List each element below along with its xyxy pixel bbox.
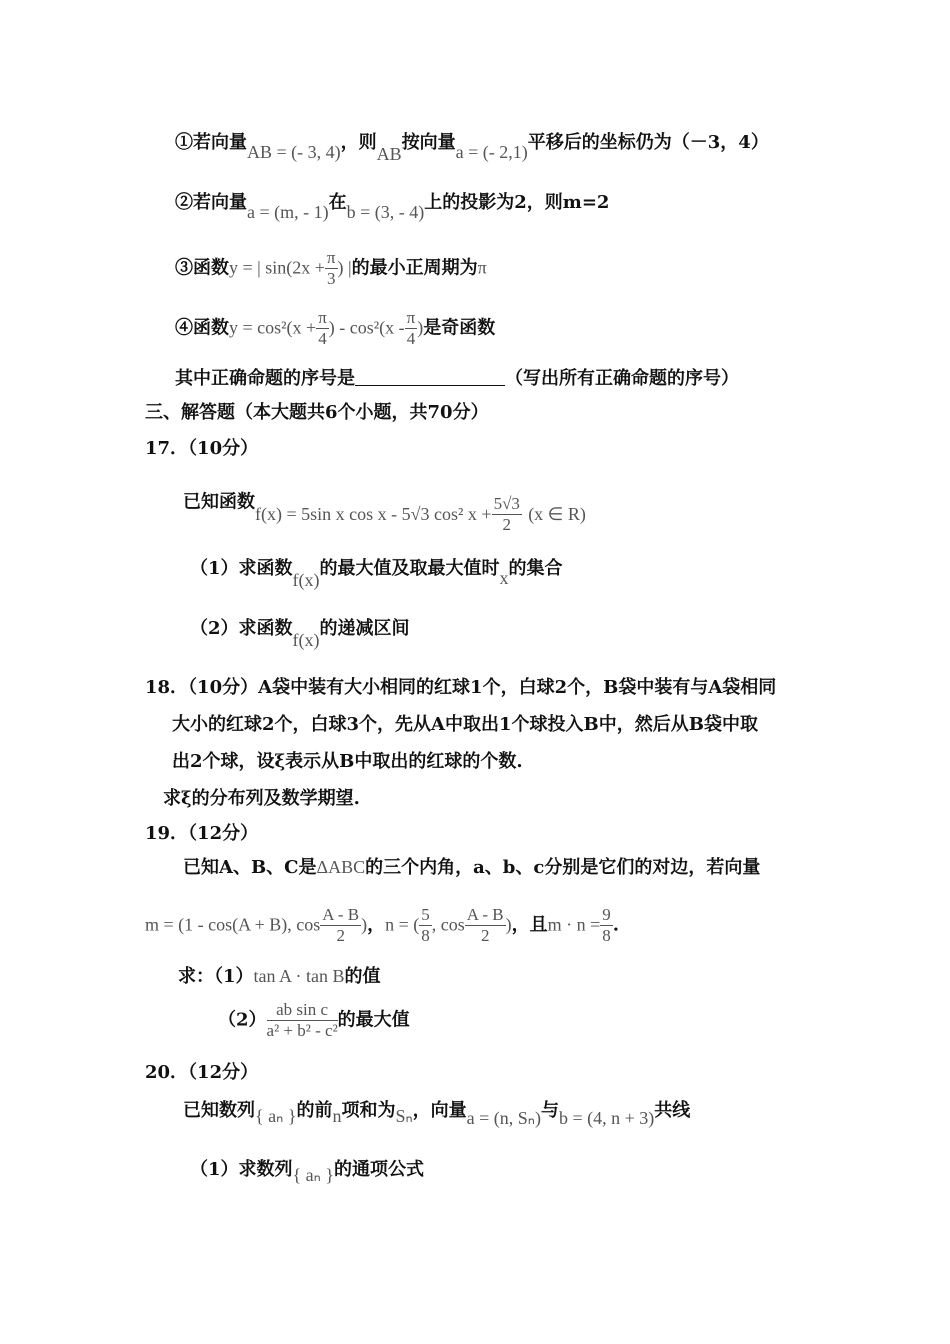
item-3-fraction-den: 3 [326, 269, 336, 288]
problem-20-part-1 [190, 1155, 424, 1185]
item-4 [175, 308, 495, 349]
problem-17-part-1-x: x [499, 568, 509, 588]
problem-19-fraction-n-2 [465, 905, 506, 946]
problem-19-intro-a: 已知A、B、C是 [183, 857, 317, 878]
problem-19-part-2 [218, 1000, 410, 1041]
problem-19-part-1-b: 的值 [344, 966, 381, 987]
problem-19-fraction-n-1-num: 5 [421, 905, 430, 924]
problem-17-fraction-num: 5√3 [493, 494, 520, 513]
problem-17-part-1-b: 的最大值及取最大值时 [319, 558, 500, 579]
problem-17-intro: 已知函数 [183, 491, 255, 513]
problem-19-dot-product: m · n = [547, 914, 601, 935]
problem-19-fraction-m-num: A - B [322, 905, 360, 924]
problem-20-n: n [332, 1106, 342, 1126]
problem-20-sn: Sₙ [395, 1106, 413, 1126]
problem-20-intro [183, 1096, 691, 1128]
problem-20-seq-brace: { aₙ } [255, 1106, 297, 1126]
problem-19-part-1-formula: tan A · tan B [253, 966, 345, 986]
item-2-vector-b: b = (3, - 4) [346, 202, 425, 222]
problem-18-line-4: 求ξ的分布列及数学期望. [163, 788, 360, 809]
item-4-fraction-2-num: π [406, 308, 416, 327]
problem-19-fraction-n-2-den: 2 [480, 926, 490, 945]
problem-19-vector-n-close: ) [505, 914, 512, 935]
problem-19-fraction-result-den: 8 [602, 926, 611, 945]
item-4-fraction-1-den: 4 [318, 329, 327, 348]
item-3-formula-a: y = | sin(2x + [229, 257, 325, 278]
item-1-text-a: ①若向量 [175, 132, 247, 153]
problem-17-fraction-den: 2 [502, 515, 511, 534]
problem-19-part-2-num: ab sin c [267, 1000, 338, 1021]
answer-prompt [175, 364, 739, 390]
problem-20-vector-a: a = (n, Sₙ) [466, 1108, 541, 1128]
item-3-fraction-num: π [326, 248, 336, 267]
problem-20-part-1-brace: { aₙ } [292, 1165, 334, 1185]
problem-17-function [183, 482, 586, 534]
problem-20-intro-f: 共线 [654, 1100, 691, 1121]
item-3-pi: π [477, 257, 487, 278]
item-4-fraction-2 [405, 308, 418, 349]
item-3-text-b: 的最小正周期为 [351, 257, 478, 279]
problem-19-vector-m-close: ) [361, 914, 368, 935]
problem-19-heading: 19．（12分） [145, 823, 259, 844]
item-1-text-d: 平移后的坐标仍为（－3，4） [527, 132, 769, 153]
problem-17-part-2-fx: f(x) [292, 630, 320, 650]
item-1-vector-a: a = (- 2,1) [455, 142, 528, 162]
item-4-fraction-1 [316, 308, 329, 349]
problem-20-intro-b: 的前 [296, 1100, 333, 1121]
problem-19-part-2-b: 的最大值 [337, 1009, 410, 1031]
item-1-ab: AB [376, 144, 402, 164]
problem-19-part-2-a: （2） [218, 1009, 267, 1031]
problem-19-triangle: ΔABC [316, 857, 366, 877]
answer-prompt-note: （写出所有正确命题的序号） [505, 368, 739, 389]
problem-19-fraction-result [600, 905, 613, 946]
problem-20-intro-e: 与 [540, 1100, 559, 1121]
problem-20-heading: 20．（12分） [145, 1062, 259, 1083]
item-3 [175, 248, 487, 289]
problem-19-fraction-n-2-num: A - B [466, 905, 504, 924]
problem-19-part-1-a: 求：（1） [178, 966, 254, 987]
item-3-text-a: ③函数 [175, 257, 229, 279]
item-1-vector-ab: AB = (- 3, 4) [247, 142, 341, 162]
problem-19-part-2-fraction [267, 1000, 338, 1041]
problem-18-line-1: 18．（10分）A袋中装有大小相同的红球1个，白球2个，B袋中装有与A袋相同 [145, 677, 777, 698]
problem-19-comma-1: ， [367, 914, 386, 936]
item-4-formula-c: ) [417, 317, 424, 338]
item-2 [175, 188, 610, 222]
section-heading: 三、解答题（本大题共6个小题，共70分） [145, 402, 489, 423]
problem-19-vector-n-cos: , cos [431, 914, 465, 935]
item-1 [175, 128, 769, 164]
problem-20-part-1-an: aₙ [305, 1165, 321, 1185]
problem-18-line-2: 大小的红球2个，白球3个，先从A中取出1个球投入B中，然后从B袋中取 [172, 714, 758, 735]
problem-19-intro-b: 的三个内角，a、b、c分别是它们的对边，若向量 [365, 857, 761, 878]
problem-19-vector-m: m = (1 - cos(A + B), cos [145, 914, 321, 935]
problem-20-intro-c: 项和为 [341, 1100, 396, 1121]
answer-prompt-text: 其中正确命题的序号是 [175, 368, 355, 389]
problem-18-line-3: 出2个球，设ξ表示从B中取出的红球的个数. [172, 751, 523, 772]
item-4-text-b: 是奇函数 [423, 317, 496, 339]
problem-20-part-1-a: （1）求数列 [190, 1159, 293, 1180]
problem-17-formula-a: f(x) = 5sin x cos x - 5√3 cos² x + [255, 503, 492, 524]
problem-17-part-1-fx: f(x) [292, 570, 320, 590]
item-2-text-b: 在 [328, 192, 347, 213]
item-2-text-c: 上的投影为2，则m=2 [424, 192, 610, 213]
problem-19-fraction-m-den: 2 [336, 926, 345, 945]
problem-20-seq-an: aₙ [268, 1106, 284, 1126]
item-1-text-c: 按向量 [401, 132, 456, 153]
problem-17-heading: 17．（10分） [145, 438, 259, 459]
problem-19-fraction-n-1-den: 8 [421, 926, 430, 945]
problem-19-period: . [612, 914, 620, 936]
problem-20-vector-b: b = (4, n + 3) [558, 1108, 655, 1128]
problem-19-fraction-n-1 [419, 905, 432, 946]
item-4-formula-b: ) - cos²(x - [328, 317, 405, 338]
problem-20-intro-a: 已知数列 [183, 1100, 255, 1121]
problem-19-fraction-result-num: 9 [602, 905, 611, 924]
problem-17-part-2 [190, 614, 410, 650]
problem-19-fraction-m [320, 905, 361, 946]
problem-19-intro [183, 853, 760, 879]
answer-blank[interactable] [355, 367, 505, 386]
item-4-fraction-1-num: π [318, 308, 327, 327]
problem-20-part-1-b: 的通项公式 [333, 1159, 424, 1180]
item-2-vector-a: a = (m, - 1) [247, 202, 329, 222]
problem-17-part-1-c: 的集合 [508, 558, 563, 579]
item-3-formula-b: ) | [337, 257, 352, 278]
problem-19-part-1 [178, 962, 381, 988]
item-4-fraction-2-den: 4 [406, 329, 416, 348]
problem-19-comma-2: ，且 [511, 914, 548, 936]
problem-19-vector-n: n = ( [385, 914, 420, 935]
problem-17-domain: (x ∈ R) [528, 503, 586, 524]
problem-19-vectors [145, 905, 619, 946]
problem-17-part-1-a: （1）求函数 [190, 558, 293, 579]
item-2-text-a: ②若向量 [175, 192, 247, 213]
item-4-formula-a: y = cos²(x + [229, 317, 317, 338]
problem-17-part-1 [190, 554, 563, 590]
problem-19-part-2-den: a² + b² - c² [266, 1021, 338, 1040]
item-3-fraction [325, 248, 338, 289]
item-1-text-b: ，则 [340, 132, 377, 153]
problem-17-fraction [492, 494, 522, 535]
problem-17-part-2-a: （2）求函数 [190, 618, 293, 639]
item-4-text-a: ④函数 [175, 317, 229, 339]
problem-17-part-2-b: 的递减区间 [319, 618, 410, 639]
problem-20-intro-d: ，向量 [412, 1100, 467, 1121]
